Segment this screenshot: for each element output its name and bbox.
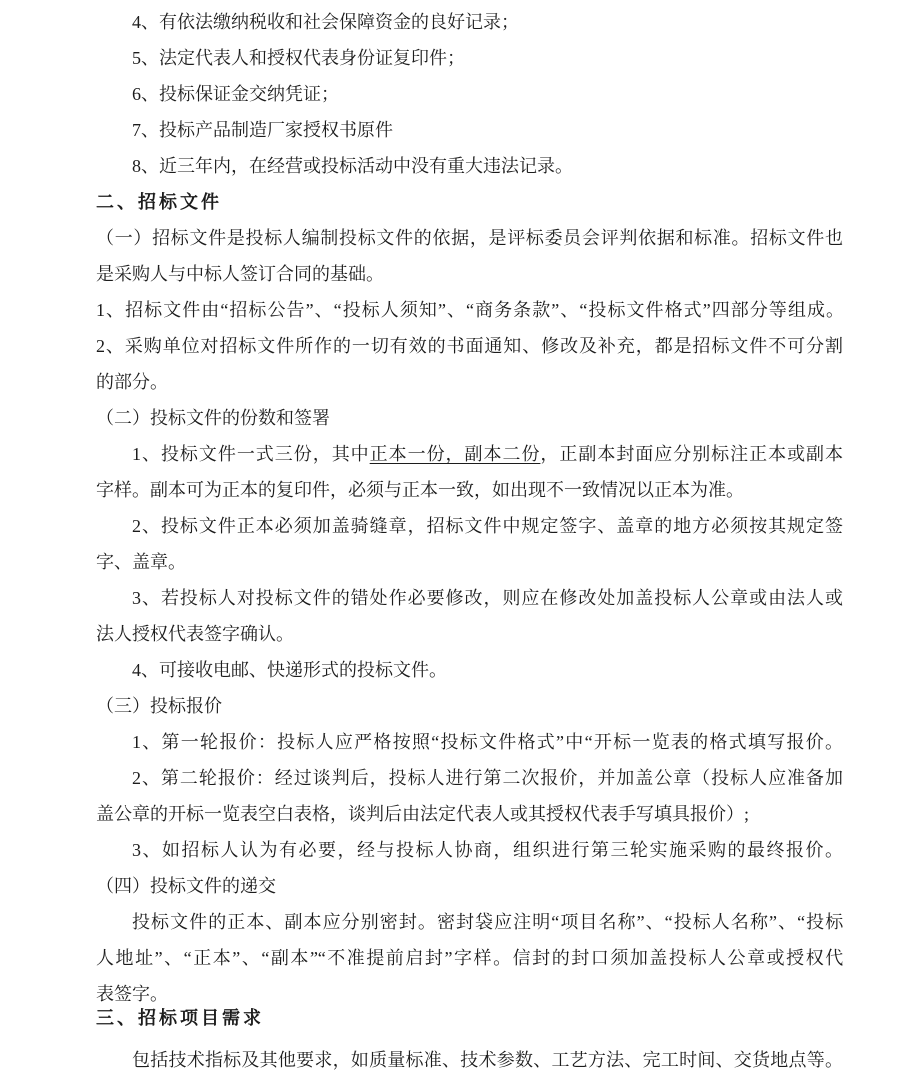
text-line <box>96 832 843 868</box>
text-line <box>96 616 843 652</box>
text-segment: 的部分。 <box>96 372 168 392</box>
paragraph-sec2-seal <box>96 508 843 580</box>
text-line <box>96 868 843 904</box>
text-segment: 包括技术指标及其他要求，如质量标准、技术参数、工艺方法、完工时间、交货地点等。 <box>132 1050 843 1070</box>
text-line <box>96 184 843 220</box>
text-line <box>96 796 843 832</box>
text-line <box>96 904 843 940</box>
text-line <box>96 76 843 112</box>
text-line <box>96 40 843 76</box>
paragraph-sec3-title-line <box>96 688 843 724</box>
paragraph-tech-requirements <box>96 1042 843 1078</box>
text-segment: ，正副本封面应分别标注正本或副本 <box>540 444 844 464</box>
text-line <box>96 256 843 292</box>
paragraph-req-deposit <box>96 76 843 112</box>
paragraph-req-tax <box>96 4 843 40</box>
text-line <box>96 580 843 616</box>
text-line <box>96 724 843 760</box>
text-segment: 1、第一轮报价：投标人应严格按照“投标文件格式”中“开标一览表的格式填写报价。 <box>132 732 843 752</box>
paragraph-sec3-round1 <box>96 724 843 760</box>
paragraph-sec2-copies <box>96 436 843 508</box>
text-segment: 2、第二轮报价：经过谈判后，投标人进行第二次报价，并加盖公章（投标人应准备加 <box>132 768 843 788</box>
paragraph-sec2-email-delivery <box>96 652 843 688</box>
text-segment: 字、盖章。 <box>96 552 186 572</box>
text-line <box>96 148 843 184</box>
text-line <box>96 400 843 436</box>
paragraph-sec3-round2 <box>96 760 843 832</box>
paragraph-heading-tender-documents <box>96 184 843 220</box>
text-segment: 投标文件的正本、副本应分别密封。密封袋应注明“项目名称”、“投标人名称”、“投标 <box>132 912 843 932</box>
text-segment: 8、近三年内，在经营或投标活动中没有重大违法记录。 <box>132 156 573 176</box>
text-segment: 字样。副本可为正本的复印件，必须与正本一致，如出现不一致情况以正本为准。 <box>96 480 744 500</box>
text-segment: 1、投标文件一式三份，其中 <box>132 444 370 464</box>
paragraph-sec1-amendments <box>96 328 843 400</box>
text-segment: 表签字。 <box>96 984 168 1004</box>
text-segment: 3、若投标人对投标文件的错处作必要修改，则应在修改处加盖投标人公章或由法人或 <box>132 588 843 608</box>
paragraph-req-violation-record <box>96 148 843 184</box>
text-line <box>96 652 843 688</box>
text-segment: （一）招标文件是投标人编制投标文件的依据，是评标委员会评判依据和标准。招标文件也 <box>96 228 843 248</box>
text-segment: 7、投标产品制造厂家授权书原件 <box>132 120 393 140</box>
text-segment: （四）投标文件的递交 <box>96 876 276 896</box>
text-line <box>96 112 843 148</box>
text-segment: 2、采购单位对招标文件所作的一切有效的书面通知、修改及补充，都是招标文件不可分割 <box>96 336 843 356</box>
text-segment: 人地址”、“正本”、“副本”“不准提前启封”字样。信封的封口须加盖投标人公章或授权代 <box>96 948 843 968</box>
text-line <box>96 328 843 364</box>
text-line <box>96 1042 843 1078</box>
text-segment: 1、招标文件由“招标公告”、“投标人须知”、“商务条款”、“投标文件格式”四部分等组成。 <box>96 300 843 320</box>
paragraph-req-manufacturer-authorization <box>96 112 843 148</box>
paragraph-sec1-basis <box>96 220 843 292</box>
text-line <box>96 472 843 508</box>
text-line <box>96 940 843 976</box>
paragraph-sec2-title-line <box>96 400 843 436</box>
text-segment: 三、招标项目需求 <box>96 1008 264 1028</box>
text-line <box>96 220 843 256</box>
paragraph-sec1-composition <box>96 292 843 328</box>
text-segment: 5、法定代表人和授权代表身份证复印件； <box>132 48 465 68</box>
text-segment: 3、如招标人认为有必要，经与投标人协商，组织进行第三轮实施采购的最终报价。 <box>132 840 843 860</box>
text-line <box>96 292 843 328</box>
text-line <box>96 436 843 472</box>
paragraph-req-id-copies <box>96 40 843 76</box>
text-segment: 6、投标保证金交纳凭证； <box>132 84 339 104</box>
text-segment: 盖公章的开标一览表空白表格，谈判后由法定代表人或其授权代表手写填具报价）; <box>96 804 749 824</box>
text-segment: 法人授权代表签字确认。 <box>96 624 294 644</box>
text-segment: 二、招标文件 <box>96 192 222 212</box>
paragraph-heading-bid-requirements <box>96 1000 843 1036</box>
text-segment: （三）投标报价 <box>96 696 222 716</box>
text-segment: 是采购人与中标人签订合同的基础。 <box>96 264 384 284</box>
text-line <box>96 508 843 544</box>
text-line <box>96 1000 843 1036</box>
text-segment: 2、投标文件正本必须加盖骑缝章，招标文件中规定签字、盖章的地方必须按其规定签 <box>132 516 843 536</box>
underlined-text: 正本一份，副本二份 <box>369 444 541 464</box>
text-segment: 4、可接收电邮、快递形式的投标文件。 <box>132 660 447 680</box>
paragraph-sec3-round3 <box>96 832 843 868</box>
text-line <box>96 4 843 40</box>
paragraph-sec2-corrections <box>96 580 843 652</box>
text-line <box>96 364 843 400</box>
text-segment: （二）投标文件的份数和签署 <box>96 408 330 428</box>
text-segment: 4、有依法缴纳税收和社会保障资金的良好记录； <box>132 12 519 32</box>
text-line <box>96 760 843 796</box>
text-line <box>96 688 843 724</box>
text-line <box>96 544 843 580</box>
paragraph-sec4-sealing <box>96 904 843 1012</box>
paragraph-sec4-title-line <box>96 868 843 904</box>
